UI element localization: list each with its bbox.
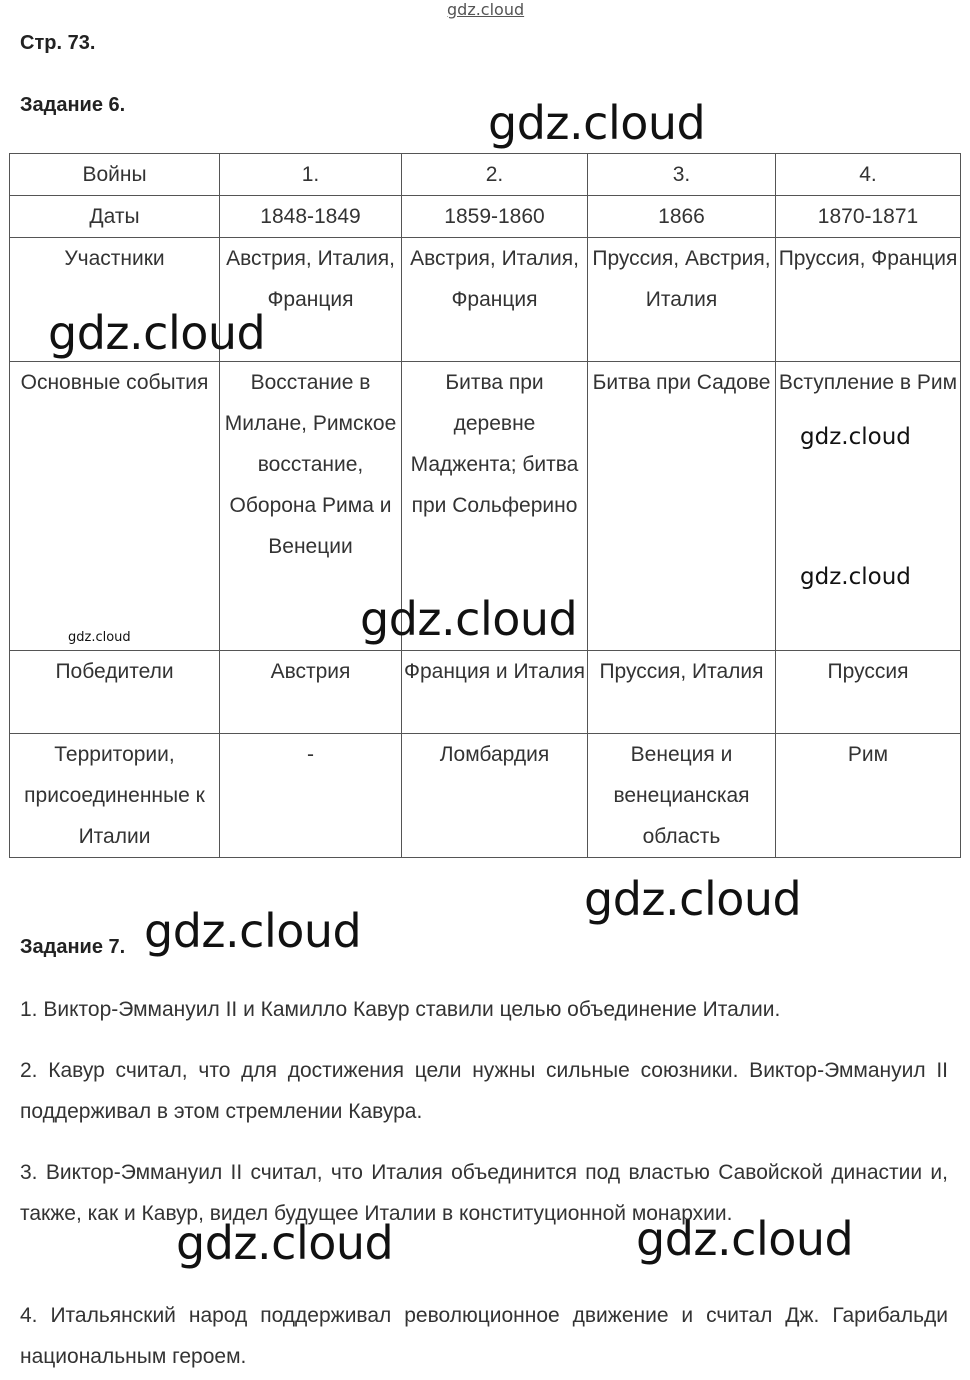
table-cell: 1870-1871	[776, 196, 961, 238]
watermark: gdz.cloud	[360, 592, 578, 646]
watermark: gdz.cloud	[176, 1216, 394, 1270]
table-cell: Территории, присоединенные к Италии	[10, 734, 220, 858]
table-cell: 1866	[588, 196, 776, 238]
table-cell: Войны	[10, 154, 220, 196]
task-7-paragraph-1: 1. Виктор-Эммануил II и Камилло Кавур ставили целью объединение Италии.	[20, 998, 781, 1021]
table-cell: -	[220, 734, 402, 858]
table-cell: Битва при деревне Маджента; битва при Сольферино	[402, 362, 588, 651]
table-cell: 3.	[588, 154, 776, 196]
table-cell: Пруссия, Австрия, Италия	[588, 238, 776, 362]
table-cell: 2.	[402, 154, 588, 196]
task-6-heading: Задание 6.	[20, 94, 126, 116]
table-cell: 1859-1860	[402, 196, 588, 238]
table-cell: Австрия	[220, 651, 402, 734]
page-reference: Стр. 73.	[20, 32, 96, 54]
table-cell: Пруссия, Франция	[776, 238, 961, 362]
task-7-paragraph-3: 3. Виктор-Эммануил II считал, что Италия объединится под властью Савойской династии и, также, как и Кавур, видел будущее Италии в конституционной монархии.	[20, 1161, 948, 1225]
table-cell: 4.	[776, 154, 961, 196]
task-7-paragraph-4: 4. Итальянский народ поддерживал революционное движение и считал Дж. Гарибальди национальным героем.	[20, 1304, 948, 1368]
table-cell: Пруссия, Италия	[588, 651, 776, 734]
table-cell: Восстание в Милане, Римское восстание, Оборона Рима и Венеции	[220, 362, 402, 651]
table-cell: Победители	[10, 651, 220, 734]
table-cell: Пруссия	[776, 651, 961, 734]
table-cell: Австрия, Италия, Франция	[402, 238, 588, 362]
wars-table	[9, 153, 961, 858]
table-cell: Венеция и венецианская область	[588, 734, 776, 858]
watermark: gdz.cloud	[584, 872, 802, 926]
watermark: gdz.cloud	[48, 306, 266, 360]
watermark: gdz.cloud	[488, 96, 706, 150]
table-row-winners	[10, 651, 961, 734]
watermark: gdz.cloud	[636, 1212, 854, 1266]
table-cell: Франция и Италия	[402, 651, 588, 734]
watermark: gdz.cloud	[800, 564, 911, 590]
table-row-dates	[10, 196, 961, 238]
watermark: gdz.cloud	[144, 904, 362, 958]
watermark: gdz.cloud	[68, 630, 131, 645]
table-cell: Участники	[10, 238, 220, 362]
table-cell: Основные события	[10, 362, 220, 651]
watermark-top: gdz.cloud	[447, 0, 525, 19]
table-cell: Битва при Садове	[588, 362, 776, 651]
task-7-paragraph-2: 2. Кавур считал, что для достижения цели нужны сильные союзники. Виктор-Эммануил II поддерживал в этом стремлении Кавура.	[20, 1059, 948, 1123]
table-cell: 1848-1849	[220, 196, 402, 238]
table-cell: Вступление в Рим	[776, 362, 961, 651]
watermark: gdz.cloud	[800, 424, 911, 450]
table-cell: Ломбардия	[402, 734, 588, 858]
table-row-territories	[10, 734, 961, 858]
table-cell: Рим	[776, 734, 961, 858]
table-cell: 1.	[220, 154, 402, 196]
table-cell: Даты	[10, 196, 220, 238]
table-cell: Австрия, Италия, Франция	[220, 238, 402, 362]
table-row-wars	[10, 154, 961, 196]
task-7-heading: Задание 7.	[20, 936, 126, 958]
